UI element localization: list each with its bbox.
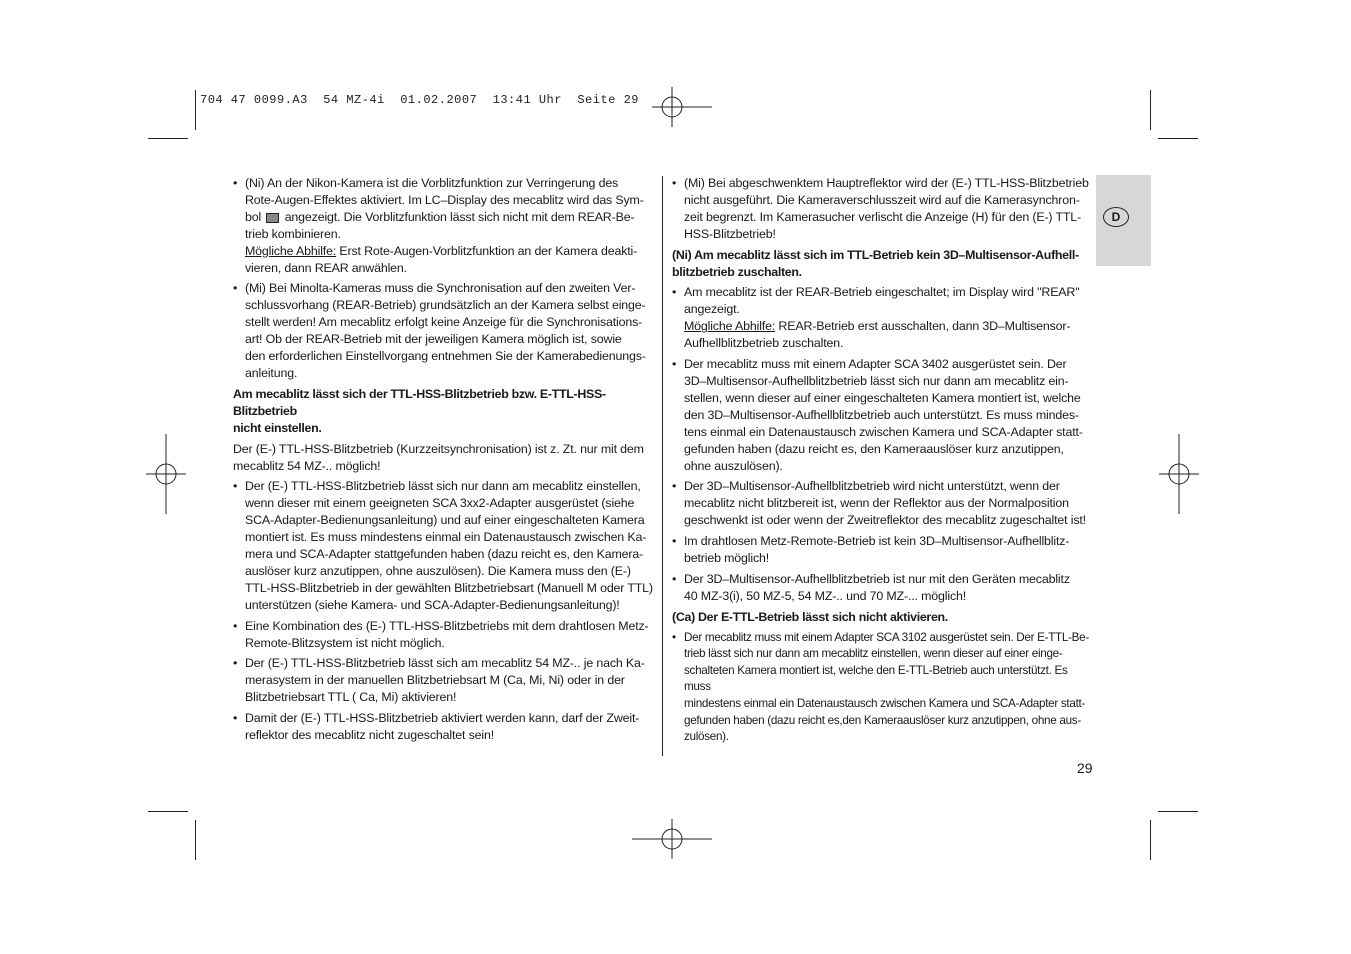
column-divider <box>662 176 663 756</box>
text-line: • Im drahtlosen Metz-Remote-Betrieb ist kein 3D–Multisensor-Aufhellblitz- <box>684 534 1070 549</box>
text-line: nicht ausgeführt. Die Kameraverschlusszeit wird auf die Kamerasynchron- <box>684 192 1080 207</box>
crop-mark <box>1150 90 1151 130</box>
text-line: betrieb möglich! <box>684 551 770 566</box>
section-heading <box>672 247 1094 281</box>
text-line: unterstützen (siehe Kamera- und SCA-Adapter-Bedienungsanleitung)! <box>245 597 620 612</box>
text-line: (Ni) Am mecablitz lässt sich im TTL-Betrieb kein 3D–Multisensor-Aufhell- <box>672 247 1079 262</box>
text-line: mecablitz nicht blitzbereit ist, wenn der Reflektor aus der Normalposition <box>684 496 1069 511</box>
list-item <box>672 175 1094 243</box>
text-line: trieb kombinieren. <box>245 226 341 241</box>
crop-mark <box>195 820 196 860</box>
text-line <box>684 318 1094 335</box>
crop-mark <box>1158 138 1198 139</box>
right-column <box>672 175 1094 750</box>
left-column <box>233 175 657 748</box>
text-line: trieb lässt sich nur dann am mecablitz einstellen, wenn dieser auf einer einge- <box>684 647 1063 661</box>
text-line: den erforderlichen Einstellvorgang entnehmen Sie der Kamerabedienungs- <box>245 349 646 364</box>
text-line: tens einmal ein Datenaustausch zwischen Kamera und SCA-Adapter statt- <box>684 424 1083 439</box>
red-eye-symbol-icon <box>266 213 279 223</box>
text-line <box>245 243 657 260</box>
text-line: blitzbetrieb zuschalten. <box>672 264 802 279</box>
list-item <box>233 710 657 744</box>
text-line: geschwenkt ist oder wenn der Zweitreflektor des mecablitz zugeschaltet ist! <box>684 513 1086 528</box>
text-line: TTL-HSS-Blitzbetrieb in der gewählten Blitzbetriebsart (Manuell M oder TTL) <box>245 580 653 595</box>
list-item <box>672 356 1094 474</box>
text-line: reflektor des mecablitz nicht zugeschaltet sein! <box>245 728 494 743</box>
list-item <box>672 571 1094 605</box>
text-line: • Der 3D–Multisensor-Aufhellblitzbetrieb ist nur mit den Geräten mecablitz <box>684 571 1070 586</box>
list-item <box>233 618 657 652</box>
text-line: zeit begrenzt. Im Kamerasucher verlischt die Anzeige (H) für den (E-) TTL- <box>684 209 1082 224</box>
text-line: nicht einstellen. <box>233 420 322 435</box>
text-line: montiert ist. Es muss mindestens einmal ein Datenaustausch zwischen Ka- <box>245 530 647 545</box>
text-line: SCA-Adapter-Bedienungsanleitung) und auf einer eingeschalteten Kamera <box>245 513 645 528</box>
list-item <box>233 280 657 381</box>
text-line: auslöser kurz anzutippen, ohne auszulösen). Die Kamera muss den (E-) <box>245 563 631 578</box>
text-line: Aufhellblitzbetrieb zuschalten. <box>684 336 844 351</box>
text-fragment: bol <box>245 209 262 224</box>
text-line: • Der 3D–Multisensor-Aufhellblitzbetrieb wird nicht unterstützt, wenn der <box>684 479 1060 494</box>
registration-mark-top <box>652 87 692 127</box>
text-line: ohne auszulösen). <box>684 458 783 473</box>
text-line: HSS-Blitzbetrieb! <box>684 226 776 241</box>
text-line: wenn dieser mit einem geeigneten SCA 3xx2-Adapter ausgerüstet (siehe <box>245 496 635 511</box>
text-fragment: REAR-Betrieb erst ausschalten, dann 3D–Multisensor- <box>775 319 1071 334</box>
text-line: gefunden haben (dazu reicht es,den Kameraauslöser kurz anzutippen, ohne aus- <box>684 713 1081 727</box>
text-line: • Der mecablitz muss mit einem Adapter SCA 3402 ausgerüstet sein. Der <box>684 357 1067 372</box>
registration-line-top <box>692 106 712 108</box>
remedy-label: Mögliche Abhilfe: <box>684 319 776 334</box>
text-line: mecablitz 54 MZ-.. möglich! <box>233 458 381 473</box>
text-line: Rote-Augen-Effektes aktiviert. Im LC–Display des mecablitz wird das Sym- <box>245 192 644 207</box>
list-item <box>233 175 657 276</box>
crop-mark <box>148 811 188 812</box>
text-line: Der (E-) TTL-HSS-Blitzbetrieb (Kurzzeitsynchronisation) ist z. Zt. nur mit dem <box>233 441 644 456</box>
remedy-label: Mögliche Abhilfe: <box>245 243 337 258</box>
text-line: • (Mi) Bei Minolta-Kameras muss die Synchronisation auf den zweiten Ver- <box>245 281 636 296</box>
crop-mark <box>1158 811 1198 812</box>
text-line: gefunden haben (dazu reicht es, den Kameraauslöser kurz anzutippen, <box>684 441 1064 456</box>
text-line: zulösen). <box>684 730 729 744</box>
text-line: • Am mecablitz ist der REAR-Betrieb eingeschaltet; im Display wird "REAR" <box>684 285 1080 300</box>
text-line: • (Mi) Bei abgeschwenktem Hauptreflektor wird der (E-) TTL-HSS-Blitzbetrieb <box>684 176 1089 190</box>
text-fragment: Erst Rote-Augen-Vorblitzfunktion an der Kamera deakti- <box>336 243 638 258</box>
registration-lines-bottom <box>632 838 712 840</box>
text-line: • Eine Kombination des (E-) TTL-HSS-Blitzbetriebs mit dem drahtlosen Metz- <box>245 618 649 633</box>
text-line: mindestens einmal ein Datenaustausch zwischen Kamera und SCA-Adapter statt- <box>684 697 1086 711</box>
crop-mark <box>1150 820 1151 860</box>
section-heading <box>672 609 1094 626</box>
text-fragment: angezeigt. Die Vorblitzfunktion lässt sich nicht mit dem REAR-Be- <box>284 209 635 224</box>
text-line: schlussvorhang (REAR-Betrieb) grundsätzlich an der Kamera selbst einge- <box>245 298 646 313</box>
text-line: vieren, dann REAR anwählen. <box>245 260 407 275</box>
text-line: 3D–Multisensor-Aufhellblitzbetrieb lässt sich nur dann am mecablitz ein- <box>684 373 1069 388</box>
text-line: (Ca) Der E-TTL-Betrieb lässt sich nicht aktivieren. <box>672 609 948 624</box>
registration-lines-right <box>1178 434 1180 514</box>
text-line: • Der mecablitz muss mit einem Adapter SCA 3102 ausgerüstet sein. Der E-TTL-Be- <box>684 630 1089 644</box>
text-line <box>245 209 657 226</box>
section-heading <box>233 386 657 437</box>
text-line: • Damit der (E-) TTL-HSS-Blitzbetrieb aktiviert werden kann, darf der Zweit- <box>245 711 640 726</box>
list-item <box>233 655 657 706</box>
list-item <box>233 478 657 613</box>
text-line: art! Ob der REAR-Betrieb mit der jeweiligen Kamera möglich ist, sowie <box>245 332 622 347</box>
list-item <box>672 284 1094 352</box>
text-line: 40 MZ-3(i), 50 MZ-5, 54 MZ-.. und 70 MZ-... möglich! <box>684 588 967 603</box>
text-line: den 3D–Multisensor-Aufhellblitzbetrieb auch unterstützt. Es muss mindes- <box>684 407 1079 422</box>
registration-lines-left <box>165 434 167 514</box>
crop-mark <box>195 90 196 130</box>
text-line: merasystem in der manuellen Blitzbetriebsart M (Ca, Mi, Ni) oder in der <box>245 673 625 688</box>
print-slug: 704 47 0099.A3 54 MZ-4i 01.02.2007 13:41 Uhr Seite 29 <box>200 93 639 107</box>
text-line: mera und SCA-Adapter stattgefunden haben (dazu reicht es, den Kamera- <box>245 547 644 562</box>
text-line: Remote-Blitzsystem ist nicht möglich. <box>245 635 445 650</box>
language-tab-label: D <box>1103 207 1129 227</box>
text-line: angezeigt. <box>684 302 740 317</box>
text-line: • Der (E-) TTL-HSS-Blitzbetrieb lässt sich nur dann am mecablitz einstellen, <box>245 479 641 494</box>
list-item <box>672 630 1094 746</box>
text-line: stellt werden! Am mecablitz erfolgt keine Anzeige für die Synchronisations- <box>245 315 643 330</box>
text-line: schalteten Kamera montiert ist, welche den E-TTL-Betrieb auch unterstützt. Es muss <box>684 663 1068 694</box>
list-item <box>672 478 1094 529</box>
text-line: anleitung. <box>245 365 298 380</box>
text-line: stellen, wenn dieser auf einer eingeschalteten Kamera montiert ist, welche <box>684 390 1081 405</box>
crop-mark <box>148 138 188 139</box>
text-line: • (Ni) An der Nikon-Kamera ist die Vorblitzfunktion zur Verringerung des <box>245 176 619 190</box>
text-line: Blitzbetriebsart TTL ( Ca, Mi) aktivieren! <box>245 690 457 705</box>
text-line: • Der (E-) TTL-HSS-Blitzbetrieb lässt sich am mecablitz 54 MZ-.. je nach Ka- <box>245 656 645 671</box>
text-line: Am mecablitz lässt sich der TTL-HSS-Blitzbetrieb bzw. E-TTL-HSS-Blitzbetrieb <box>233 386 606 418</box>
list-item <box>672 533 1094 567</box>
paragraph <box>233 441 657 475</box>
page-number: 29 <box>1077 760 1093 776</box>
